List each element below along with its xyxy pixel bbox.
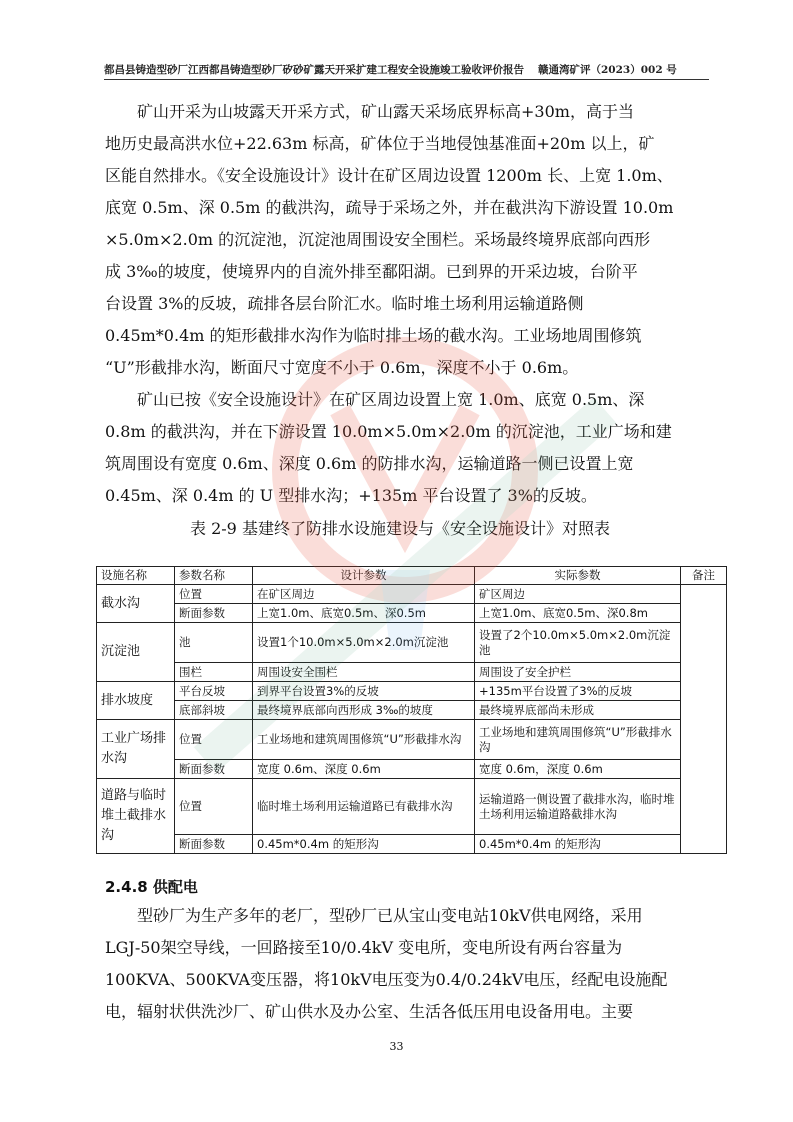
design-value-cell: 周围设安全围栏	[253, 663, 475, 682]
param-name-cell: 位置	[175, 585, 253, 604]
text-line: 矿山已按《安全设施设计》在矿区周边设置上宽 1.0m、底宽 0.5m、深	[137, 390, 645, 409]
text-line: 成 3‰的坡度，使境界内的自流外排至鄱阳湖。已到界的开采边坡，台阶平	[105, 262, 638, 281]
facility-name-cell: 工业广场排水沟	[97, 720, 175, 779]
design-value-cell: 宽度 0.6m、深度 0.6m	[253, 760, 475, 779]
table-caption: 表 2-9 基建终了防排水设施建设与《安全设施设计》对照表	[190, 519, 610, 538]
comparison-table	[96, 566, 727, 854]
header-title: 都昌县铸造型砂厂江西都昌铸造型砂厂矽砂矿露天开采扩建工程安全设施竣工验收评价报告	[104, 64, 524, 76]
paragraph-power-supply	[105, 900, 715, 1028]
text-line: 区能自然排水。《安全设施设计》设计在矿区周边设置 1200m 长、上宽 1.0m、	[105, 166, 673, 185]
header-report-number: 赣通湾矿评（2023）002 号	[538, 64, 677, 76]
actual-value-cell: 0.45m*0.4m 的矩形沟	[475, 835, 681, 854]
actual-value-cell: +135m平台设置了3%的反坡	[475, 682, 681, 701]
actual-value-cell: 周围设了安全护栏	[475, 663, 681, 682]
text-line: 100KVA、500KVA变压器，将10kV电压变为0.4/0.24kV电压，经配电设施配	[105, 970, 668, 989]
text-line: 电，辐射状供洗沙厂、矿山供水及办公室、生活各低压用电设备用电。主要	[105, 1002, 634, 1021]
param-name-cell: 池	[175, 623, 253, 663]
paragraph-drainage-actual	[105, 384, 715, 512]
text-line: 台设置 3%的反坡，疏排各层台阶汇水。临时堆土场利用运输道路侧	[105, 294, 584, 313]
param-name-cell: 断面参数	[175, 760, 253, 779]
running-header	[104, 62, 709, 77]
text-line: 0.45m、深 0.4m 的 U 型排水沟；+135m 平台设置了 3%的反坡。	[105, 486, 597, 505]
param-name-cell: 位置	[175, 779, 253, 835]
design-value-cell: 上宽1.0m、底宽0.5m、深0.5m	[253, 604, 475, 623]
design-value-cell: 设置1个10.0m×5.0m×2.0m沉淀池	[253, 623, 475, 663]
header-cell: 实际参数	[475, 567, 681, 585]
param-name-cell: 断面参数	[175, 835, 253, 854]
design-value-cell: 在矿区周边	[253, 585, 475, 604]
facility-name-cell: 排水坡度	[97, 682, 175, 720]
facility-name-cell: 截水沟	[97, 585, 175, 623]
table-row	[97, 760, 727, 779]
table-row	[97, 604, 727, 623]
table-row	[97, 701, 727, 720]
table-row	[97, 835, 727, 854]
table-row	[97, 623, 727, 663]
header-cell: 备注	[681, 567, 727, 585]
text-line: 地历史最高洪水位+22.63m 标高，矿体位于当地侵蚀基准面+20m 以上，矿	[105, 134, 655, 153]
design-value-cell: 最终境界底部向西形成 3‰的坡度	[253, 701, 475, 720]
table-row	[97, 720, 727, 760]
text-line: 0.45m*0.4m 的矩形截排水沟作为临时排土场的截水沟。工业场地周围修筑	[105, 326, 642, 345]
design-value-cell: 临时堆土场利用运输道路已有截排水沟	[253, 779, 475, 835]
table-row	[97, 682, 727, 701]
param-name-cell: 断面参数	[175, 604, 253, 623]
actual-value-cell: 运输道路一侧设置了截排水沟，临时堆土场利用运输道路截排水沟	[475, 779, 681, 835]
design-value-cell: 工业场地和建筑周围修筑“U”形截排水沟	[253, 720, 475, 760]
facility-name-cell: 沉淀池	[97, 623, 175, 682]
header-cell: 参数名称	[175, 567, 253, 585]
page-number: 33	[389, 1040, 404, 1053]
text-line: 底宽 0.5m、深 0.5m 的截洪沟，疏导于采场之外，并在截洪沟下游设置 10.0m	[105, 198, 674, 217]
param-name-cell: 底部斜坡	[175, 701, 253, 720]
table-row	[97, 663, 727, 682]
design-value-cell: 0.45m*0.4m 的矩形沟	[253, 835, 475, 854]
text-line: 0.8m 的截洪沟，并在下游设置 10.0m×5.0m×2.0m 的沉淀池，工业广场和建	[105, 422, 672, 441]
header-cell: 设施名称	[97, 567, 175, 585]
text-line: 型砂厂为生产多年的老厂，型砂厂已从宝山变电站10kV供电网络，采用	[137, 906, 643, 925]
remark-cell	[681, 585, 727, 854]
actual-value-cell: 矿区周边	[475, 585, 681, 604]
table-header-row	[97, 567, 727, 585]
text-line: 筑周围设有宽度 0.6m、深度 0.6m 的防排水沟，运输道路一侧已设置上宽	[105, 454, 634, 473]
actual-value-cell: 上宽1.0m、底宽0.5m、深0.8m	[475, 604, 681, 623]
design-value-cell: 到界平台设置3%的反坡	[253, 682, 475, 701]
facility-name-cell: 道路与临时堆土截排水沟	[97, 779, 175, 854]
table-row	[97, 585, 727, 604]
table-row	[97, 779, 727, 835]
text-line: 矿山开采为山坡露天开采方式，矿山露天采场底界标高+30m，高于当	[137, 102, 634, 121]
header-divider	[104, 79, 709, 80]
header-cell: 设计参数	[253, 567, 475, 585]
param-name-cell: 位置	[175, 720, 253, 760]
text-line: LGJ-50架空导线，一回路接至10/0.4kV 变电所，变电所设有两台容量为	[105, 938, 623, 957]
param-name-cell: 围栏	[175, 663, 253, 682]
section-heading: 2.4.8 供配电	[105, 878, 198, 896]
text-line: ×5.0m×2.0m 的沉淀池，沉淀池周围设安全围栏。采场最终境界底部向西形	[105, 230, 651, 249]
param-name-cell: 平台反坡	[175, 682, 253, 701]
actual-value-cell: 设置了2个10.0m×5.0m×2.0m沉淀池	[475, 623, 681, 663]
actual-value-cell: 工业场地和建筑周围修筑“U”形截排水沟	[475, 720, 681, 760]
actual-value-cell: 最终境界底部尚未形成	[475, 701, 681, 720]
text-line: “U”形截排水沟，断面尺寸宽度不小于 0.6m，深度不小于 0.6m。	[105, 358, 579, 377]
paragraph-drainage-design	[105, 96, 715, 384]
actual-value-cell: 宽度 0.6m，深度 0.6m	[475, 760, 681, 779]
